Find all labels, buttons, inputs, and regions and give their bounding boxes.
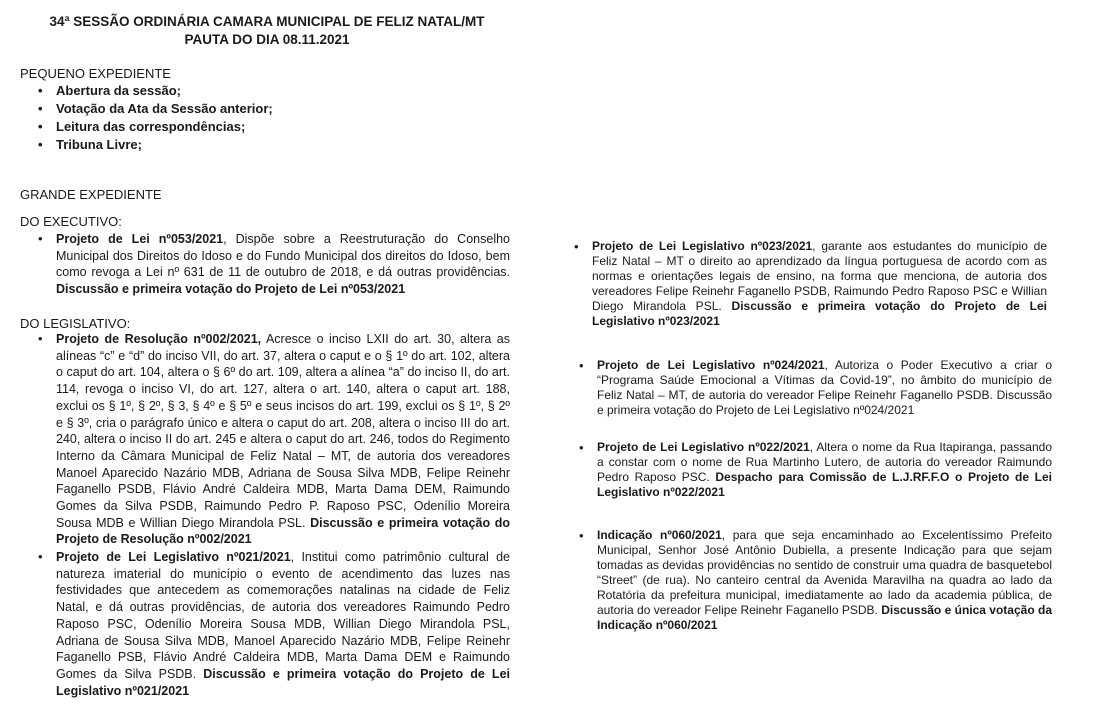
bullet-icon: •: [38, 549, 43, 564]
agenda-item-lei-024: • Projeto de Lei Legislativo nº024/2021, Autoriza o Poder Executivo a criar o “Programa Saúde Emocional a Vítimas da Covid-19”, no âmbito do município de Feliz Natal – MT, de autoria do vereador Felipe Reinehr Faganello PSDB. Discussão e primeira votação do Projeto de Lei Legislativo nº024/2021: [579, 358, 1052, 417]
pequeno-expediente-heading: PEQUENO EXPEDIENTE: [20, 66, 171, 81]
bullet-icon: •: [38, 231, 43, 246]
executivo-heading: DO EXECUTIVO:: [20, 214, 122, 229]
agenda-item-lei-023: • Projeto de Lei Legislativo nº023/2021, garante aos estudantes do município de Feliz Natal – MT o direito ao aprendizado da língua portuguesa de acordo com as normas e orientações legais de ensino, na forma que menciona, de autoria dos vereadores Felipe Reinehr Faganello PSDB, Raimundo Pedro Raposo PSC e Willian Diego Mirandola PSL. Discussão e primeira votação do Projeto de Lei Legislativo nº023/2021: [574, 239, 1047, 328]
grande-expediente-heading: GRANDE EXPEDIENTE: [20, 187, 162, 202]
bullet-icon: •: [579, 440, 584, 455]
list-item: • Tribuna Livre;: [38, 136, 273, 154]
list-item: • Leitura das correspondências;: [38, 118, 273, 136]
bullet-icon: •: [574, 239, 579, 254]
agenda-item-executivo-1: • Projeto de Lei nº053/2021, Dispõe sobre a Reestruturação do Conselho Municipal dos Direitos do Idoso e do Fundo Municipal dos direitos do Idoso, bem como revoga a Lei nº 631 de 11 de outubro de 2018, e dá outras providências. Discussão e primeira votação do Projeto de Lei nº053/2021: [38, 231, 510, 297]
agenda-item-lei-022: • Projeto de Lei Legislativo nº022/2021, Altera o nome da Rua Itapiranga, passando a constar com o nome de Rua Martinho Lutero, de autoria do vereador Raimundo Pedro Raposo PSC. Despacho para Comissão de L.J.RF.F.O o Projeto de Lei Legislativo nº022/2021: [579, 440, 1052, 499]
bullet-icon: •: [579, 528, 584, 543]
bullet-icon: •: [579, 358, 584, 373]
bullet-icon: •: [38, 331, 43, 346]
pequeno-expediente-list: [38, 82, 273, 154]
agenda-item-indicacao-060: • Indicação nº060/2021, para que seja encaminhado ao Excelentíssimo Prefeito Municipal, Senhor José Antônio Dubiella, a presente Indicação para que sejam tomadas as devidas providências no sentido de construir uma quadra de basquetebol “Street” (de rua). No canteiro central da Avenida Maravilha na quadra ao lado da Rotatória da prefeitura municipal, imediatamente ao lado da academia pública, de autoria do vereador Felipe Reinehr Faganello PSDB. Discussão e única votação da Indicação nº060/2021: [579, 528, 1053, 632]
agenda-item-lei-021: • Projeto de Lei Legislativo nº021/2021, Institui como patrimônio cultural de natureza imaterial do município o evento de acendimento das luzes nas festividades que antecedem as comemorações natalinas na cidade de Feliz Natal, e dá outras providências, de autoria dos vereadores Raimundo Pedro Raposo PSC, Odenílio Moreira Sousa MDB, Willian Diego Mirandola PSL, Adriana de Sousa Silva MDB, Manoel Aparecido Nazário MDB, Felipe Reinehr Faganello PSB, Flávio André Caldeira MDB, Marta Dama DEM e Raimundo Gomes da Silva PSDB. Discussão e primeira votação do Projeto de Lei Legislativo nº021/2021: [38, 549, 511, 698]
list-item: • Votação da Ata da Sessão anterior;: [38, 100, 273, 118]
agenda-item-resolucao-002: • Projeto de Resolução nº002/2021, Acresce o inciso LXII do art. 30, altera as alíneas “c” e “d” do inciso VII, do art. 37, altera o caput e o § 1º do art. 102, altera o caput do art. 104, altera o § 6º do art. 109, altera a alínea “a” do inciso II, do art. 114, revoga o inciso VI, do art. 127, altera o art. 140, altera o caput art. 188, exclui os § 1º, § 2º, § 3, § 4º e § 5º e seus incisos do art. 199, exclui os § 1º, § 2º e § 3º, cria o parágrafo único e altera o caput do art. 208, altera o inciso III do art. 240, altera o inciso II do art. 245 e altera o caput do art. 246, todos do Regimento Interno da Câmara Municipal de Feliz Natal – MT, de autoria dos vereadores Manoel Aparecido Nazário MDB, Adriana de Sousa Silva MDB, Felipe Reinehr Faganello PSDB, Flávio André Caldeira MDB, Marta Dama DEM, Raimundo Gomes da Silva PSDB, Raimundo Pedro P. Raposo PSC, Odenílio Moreira Sousa MDB e Willian Diego Mirandola PSL. Discussão e primeira votação do Projeto de Resolução nº002/2021: [38, 331, 510, 547]
list-item: • Abertura da sessão;: [38, 82, 273, 100]
agenda-date: PAUTA DO DIA 08.11.2021: [184, 32, 350, 47]
legislativo-heading: DO LEGISLATIVO:: [20, 316, 131, 331]
session-title: 34ª SESSÃO ORDINÁRIA CAMARA MUNICIPAL DE FELIZ NATAL/MT: [49, 14, 485, 29]
